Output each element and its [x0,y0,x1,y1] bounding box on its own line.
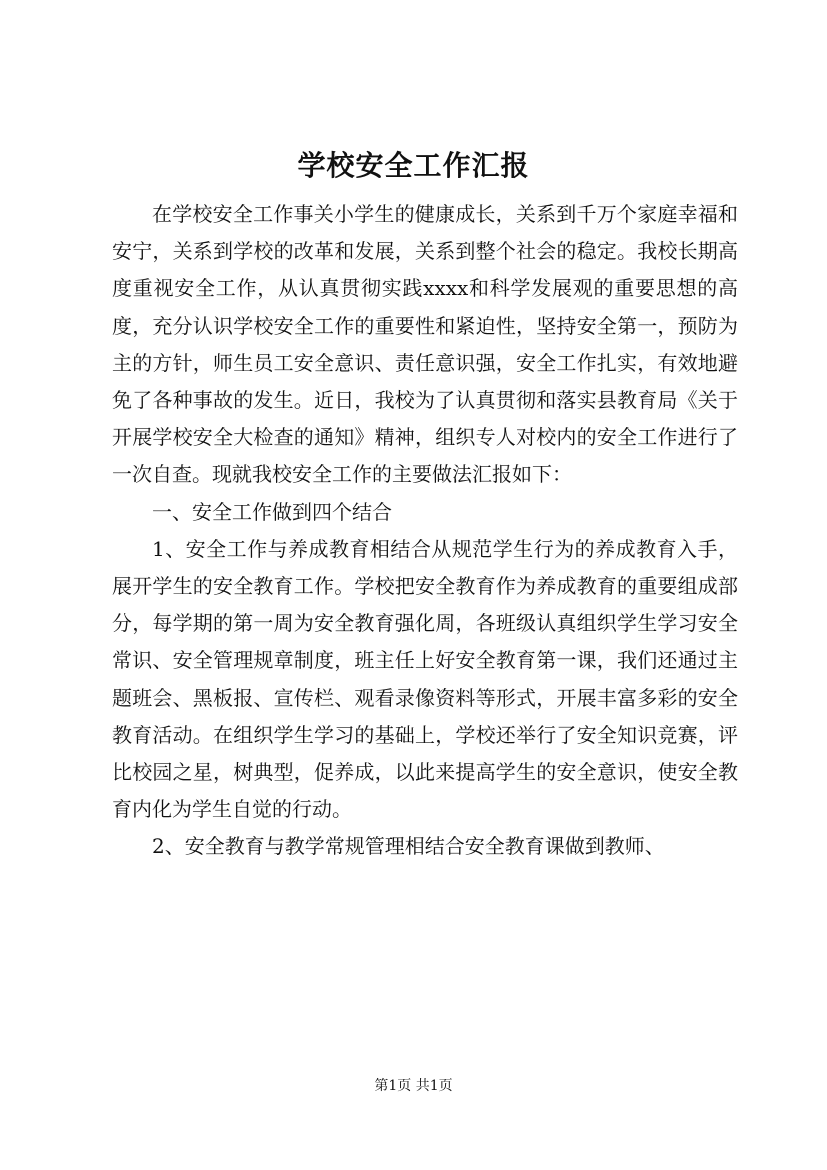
paragraph-item-2: 2、安全教育与教学常规管理相结合安全教育课做到教师、 [152,834,665,859]
paragraph-intro: 在学校安全工作事关小学生的健康成长，关系到千万个家庭幸福和安宁，关系到学校的改革和发展，关系到整个社会的稳定。我校长期高度重视安全工作，从认真贯彻实践xxxx和科学发展观的重要思想的高度，充分认识学校安全工作的重要性和紧迫性，坚持安全第一，预防为主的方针，师生员工安全意识、责任意识强，安全工作扎实，有效地避免了各种事故的发生。近日，我校为了认真贯彻和落实县教育局《关于开展学校安全大检查的通知》精神，组织专人对校内的安全工作进行了一次自查。现就我校安全工作的主要做法汇报如下： [112,202,738,487]
document-body [112,196,738,866]
section-heading: 一、安全工作做到四个结合 [152,499,392,524]
document-title: 学校安全工作汇报 [297,149,530,182]
paragraph-item-1: 1、安全工作与养成教育相结合从规范学生行为的养成教育入手，展开学生的安全教育工作。学校把安全教育作为养成教育的重要组成部分，每学期的第一周为安全教育强化周，各班级认真组织学生学习安全常识、安全管理规章制度，班主任上好安全教育第一课，我们还通过主题班会、黑板报、宣传栏、观看录像资料等形式，开展丰富多彩的安全教育活动。在组织学生学习的基础上，学校还举行了安全知识竞赛，评比校园之星，树典型，促养成，以此来提高学生的安全意识，使安全教育内化为学生自觉的行动。 [112,536,738,822]
page-footer: 第1页 共1页 [374,1078,453,1094]
